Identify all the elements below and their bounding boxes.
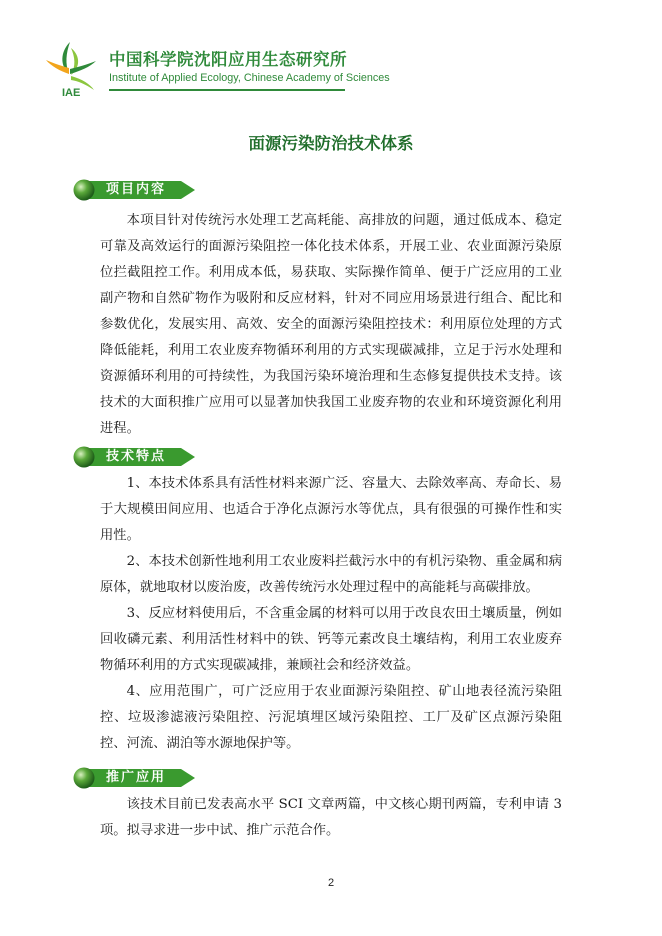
feature-paragraph-3: 3、反应材料使用后，不含重金属的材料可以用于改良农田土壤质量，例如回收磷元素、利用活性材料中的铁、钙等元素改良土壤结构，利用工农业废弃物循环利用的方式实现碳减排，兼顾社会和经济效益。 [100,606,562,673]
section-heading-promotion [73,767,197,789]
iae-logo [40,40,100,98]
letterhead [40,38,390,98]
feature-paragraph-1: 1、本技术体系具有活性材料来源广泛、容量大、去除效率高、寿命长、易于大规模田间应用、也适合于净化点源污水等优点，具有很强的可操作性和实用性。 [100,476,562,543]
feature-paragraph-2: 2、本技术创新性地利用工农业废料拦截污水中的有机污染物、重金属和病原体，就地取材以废治废，改善传统污水处理过程中的高能耗与高碳排放。 [100,554,562,595]
logo-text: IAE [62,87,81,98]
feature-paragraph-4: 4、应用范围广，可广泛应用于农业面源污染阻控、矿山地表径流污染阻控、垃圾渗滤液污染阻控、污泥填埋区域污染阻控、工厂及矿区点源污染阻控、河流、湖泊等水源地保护等。 [100,684,562,751]
org-name-en: Institute of Applied Ecology, Chinese Academy of Sciences [109,72,390,84]
section-title: 推广应用 [106,770,167,785]
org-name-cn: 中国科学院沈阳应用生态研究所 [109,50,347,69]
section-heading-project [73,179,197,201]
section-paragraph: 该技术目前已发表高水平 SCI 文章两篇，中文核心期刊两篇，专利申请 3 项。拟寻求进一步中试、推广示范合作。 [100,797,562,838]
page-number: 2 [327,877,335,889]
section-title: 技术特点 [106,449,167,464]
document-title: 面源污染防治技术体系 [248,134,414,153]
header-rule [109,89,345,91]
section-heading-features [73,446,197,468]
section-paragraph: 本项目针对传统污水处理工艺高耗能、高排放的问题，通过低成本、稳定可靠及高效运行的面源污染阻控一体化技术体系，开展工业、农业面源污染原位拦截阻控工作。利用成本低，易获取、实际操作简单、便于广泛应用的工业副产物和自然矿物作为吸附和反应材料，针对不同应用场景进行组合、配比和参数优化，发展实用、高效、安全的面源污染阻控技术：利用原位处理的方式降低能耗，利用工农业废弃物循环利用的方式实现碳减排，立足于污水处理和资源循环利用的可持续性，为我国污染环境治理和生态修复提供技术支持。该技术的大面积推广应用可以显著加快我国工业废弃物的农业和环境资源化利用进程。 [100,213,562,436]
section-title: 项目内容 [106,182,167,197]
